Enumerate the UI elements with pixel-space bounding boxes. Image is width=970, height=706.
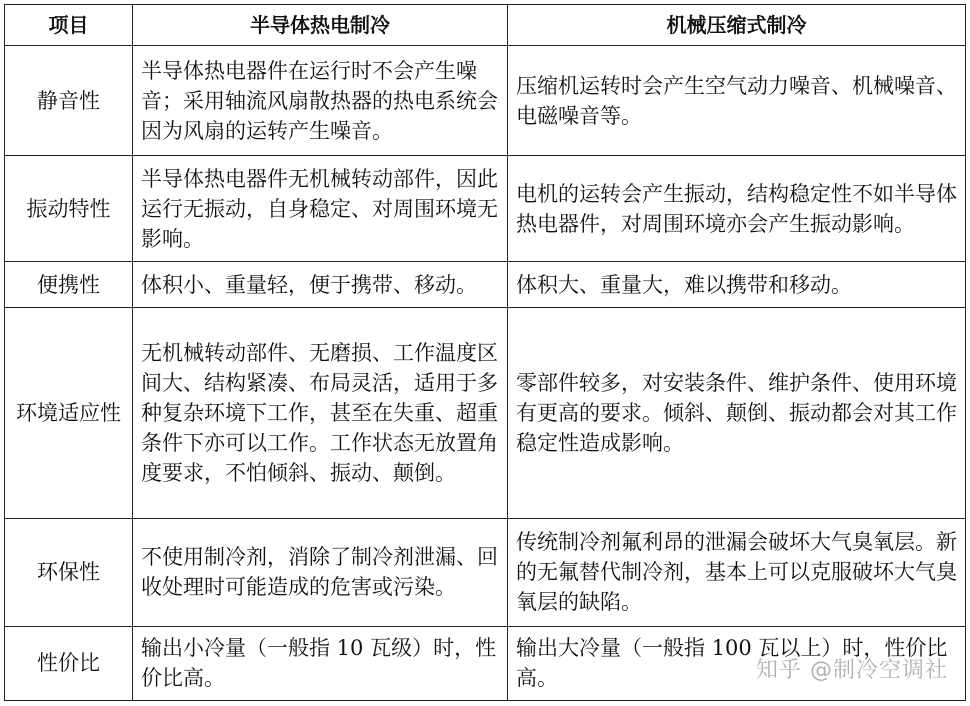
comparison-table xyxy=(4,4,966,701)
mechanical-cell: 零部件较多，对安装条件、维护条件、使用环境有更高的要求。倾斜、颠倒、振动都会对其工作稳定性造成影响。 xyxy=(508,308,966,518)
mechanical-cell: 电机的运转会产生振动，结构稳定性不如半导体热电器件，对周围环境亦会产生振动影响。 xyxy=(508,156,966,262)
semiconductor-cell: 半导体热电器件无机械转动部件，因此运行无振动，自身稳定、对周围环境无影响。 xyxy=(133,156,508,262)
mechanical-cell: 压缩机运转时会产生空气动力噪音、机械噪音、电磁噪音等。 xyxy=(508,46,966,156)
table-row xyxy=(5,156,966,262)
watermark: 知乎 @制冷空调社 xyxy=(756,658,948,683)
row-item: 环保性 xyxy=(5,518,133,626)
table-row xyxy=(5,626,966,700)
semiconductor-cell: 半导体热电器件在运行时不会产生噪音；采用轴流风扇散热器的热电系统会因为风扇的运转产生噪音。 xyxy=(133,46,508,156)
header-item: 项目 xyxy=(5,5,133,46)
table-row xyxy=(5,46,966,156)
mechanical-cell: 体积大、重量大，难以携带和移动。 xyxy=(508,262,966,308)
table-row xyxy=(5,518,966,626)
semiconductor-cell: 输出小冷量（一般指 10 瓦级）时，性价比高。 xyxy=(133,626,508,700)
row-item: 环境适应性 xyxy=(5,308,133,518)
mechanical-cell: 输出大冷量（一般指 100 瓦以上）时，性价比高。 xyxy=(508,626,966,700)
row-item: 振动特性 xyxy=(5,156,133,262)
mechanical-cell: 传统制冷剂氟利昂的泄漏会破坏大气臭氧层。新的无氟替代制冷剂，基本上可以克服破坏大气臭氧层的缺陷。 xyxy=(508,518,966,626)
row-item: 静音性 xyxy=(5,46,133,156)
row-item: 性价比 xyxy=(5,626,133,700)
table-row xyxy=(5,262,966,308)
header-row xyxy=(5,5,966,46)
header-semiconductor: 半导体热电制冷 xyxy=(133,5,508,46)
semiconductor-cell: 不使用制冷剂，消除了制冷剂泄漏、回收处理时可能造成的危害或污染。 xyxy=(133,518,508,626)
table-row xyxy=(5,308,966,518)
row-item: 便携性 xyxy=(5,262,133,308)
semiconductor-cell: 体积小、重量轻，便于携带、移动。 xyxy=(133,262,508,308)
semiconductor-cell: 无机械转动部件、无磨损、工作温度区间大、结构紧凑、布局灵活，适用于多种复杂环境下工作，甚至在失重、超重条件下亦可以工作。工作状态无放置角度要求，不怕倾斜、振动、颠倒。 xyxy=(133,308,508,518)
header-mechanical: 机械压缩式制冷 xyxy=(508,5,966,46)
